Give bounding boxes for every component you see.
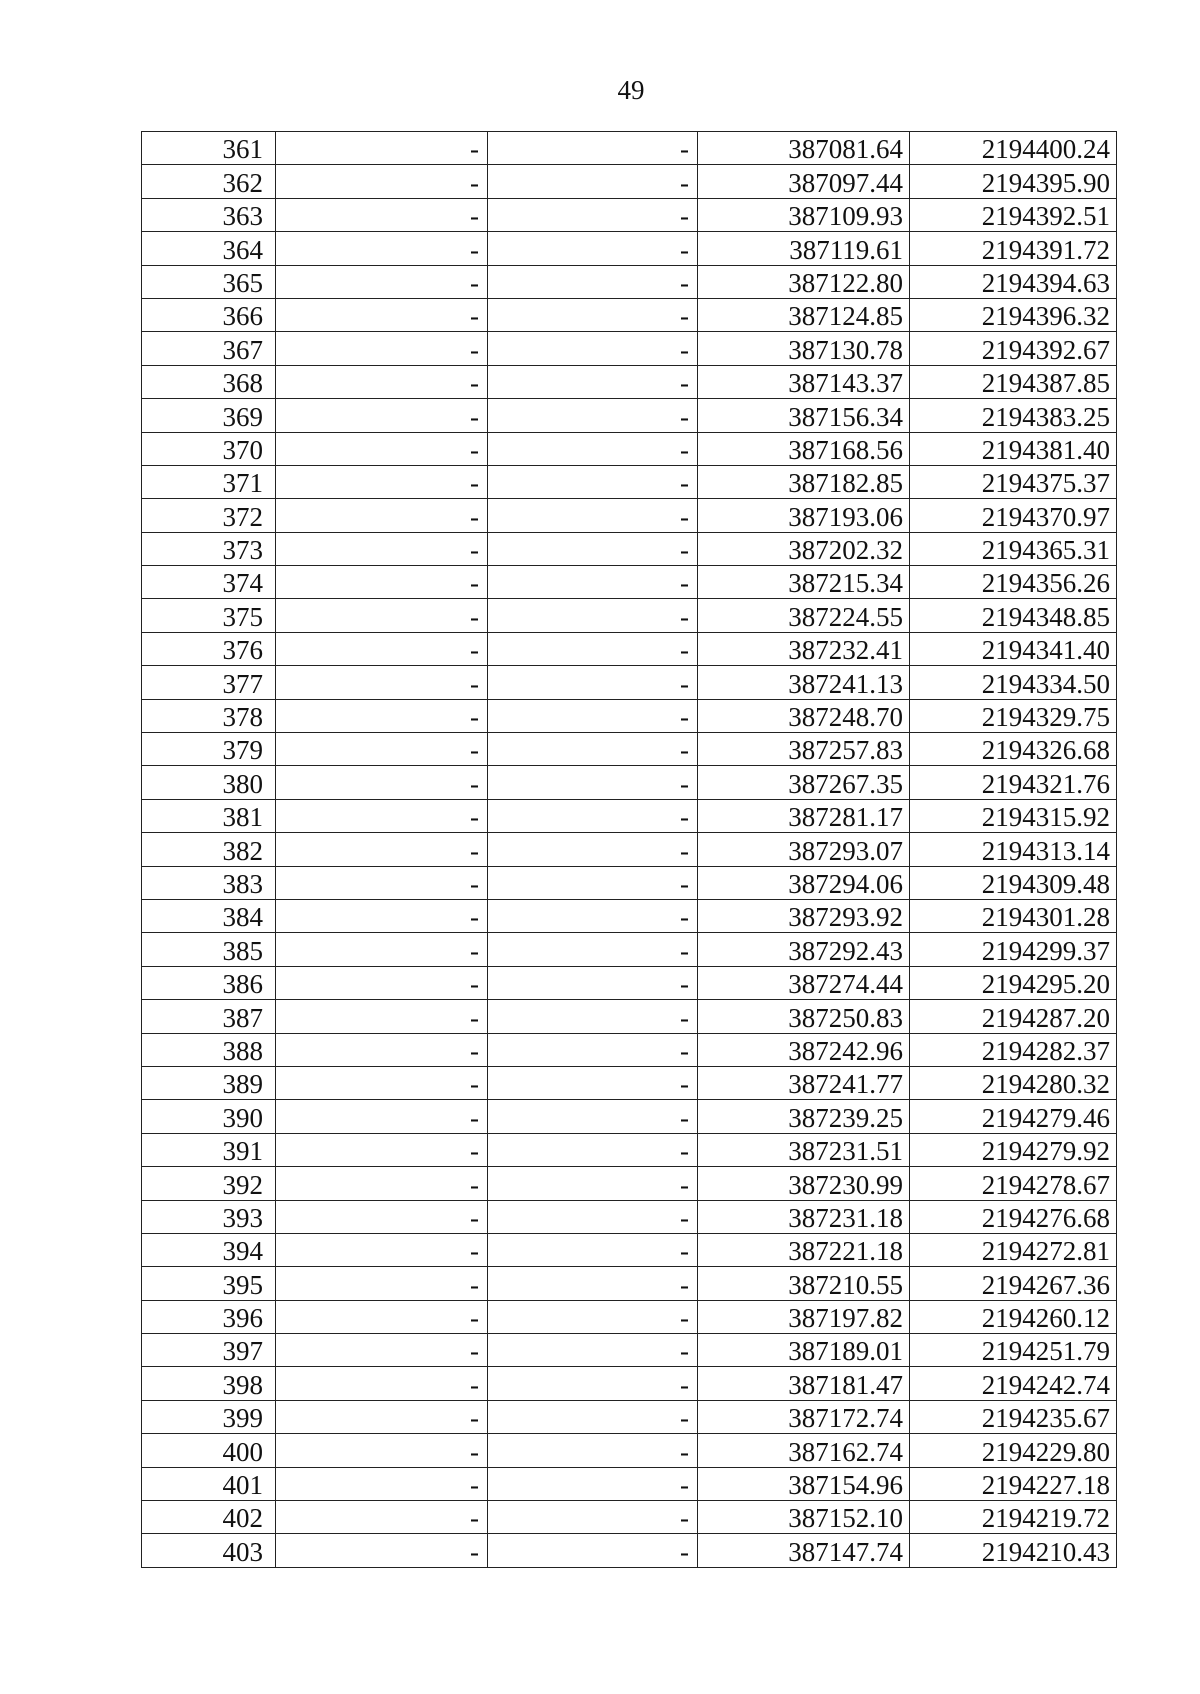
table-row — [142, 733, 1117, 766]
dash-cell: - — [488, 1334, 698, 1367]
table-row — [142, 1334, 1117, 1367]
dash-cell: - — [488, 1033, 698, 1066]
point-number-cell: 391 — [142, 1133, 276, 1166]
y-coordinate-cell: 2194387.85 — [910, 365, 1117, 398]
table-row — [142, 799, 1117, 832]
dash-cell: - — [276, 332, 488, 365]
dash-cell: - — [488, 1133, 698, 1166]
x-coordinate-cell: 387202.32 — [698, 532, 910, 565]
y-coordinate-cell: 2194395.90 — [910, 165, 1117, 198]
dash-cell: - — [276, 1300, 488, 1333]
dash-cell: - — [276, 1367, 488, 1400]
table-row — [142, 1534, 1117, 1567]
x-coordinate-cell: 387197.82 — [698, 1300, 910, 1333]
table-row — [142, 1100, 1117, 1133]
dash-cell: - — [276, 1467, 488, 1500]
dash-cell: - — [488, 232, 698, 265]
x-coordinate-cell: 387182.85 — [698, 465, 910, 498]
dash-cell: - — [488, 766, 698, 799]
dash-cell: - — [276, 1334, 488, 1367]
dash-cell: - — [276, 1267, 488, 1300]
x-coordinate-cell: 387172.74 — [698, 1400, 910, 1433]
point-number-cell: 386 — [142, 966, 276, 999]
dash-cell: - — [276, 799, 488, 832]
table-row — [142, 499, 1117, 532]
table-row — [142, 432, 1117, 465]
dash-cell: - — [276, 632, 488, 665]
dash-cell: - — [488, 465, 698, 498]
y-coordinate-cell: 2194279.46 — [910, 1100, 1117, 1133]
x-coordinate-cell: 387230.99 — [698, 1167, 910, 1200]
point-number-cell: 389 — [142, 1066, 276, 1099]
table-row — [142, 1167, 1117, 1200]
dash-cell: - — [488, 1233, 698, 1266]
dash-cell: - — [276, 733, 488, 766]
y-coordinate-cell: 2194276.68 — [910, 1200, 1117, 1233]
y-coordinate-cell: 2194227.18 — [910, 1467, 1117, 1500]
coordinates-table-body — [142, 132, 1117, 1568]
x-coordinate-cell: 387147.74 — [698, 1534, 910, 1567]
x-coordinate-cell: 387250.83 — [698, 1000, 910, 1033]
y-coordinate-cell: 2194229.80 — [910, 1434, 1117, 1467]
x-coordinate-cell: 387293.92 — [698, 899, 910, 932]
table-row — [142, 833, 1117, 866]
dash-cell: - — [488, 432, 698, 465]
x-coordinate-cell: 387281.17 — [698, 799, 910, 832]
x-coordinate-cell: 387130.78 — [698, 332, 910, 365]
y-coordinate-cell: 2194381.40 — [910, 432, 1117, 465]
x-coordinate-cell: 387124.85 — [698, 298, 910, 331]
y-coordinate-cell: 2194280.32 — [910, 1066, 1117, 1099]
x-coordinate-cell: 387109.93 — [698, 198, 910, 231]
dash-cell: - — [276, 165, 488, 198]
table-row — [142, 298, 1117, 331]
point-number-cell: 361 — [142, 132, 276, 165]
x-coordinate-cell: 387122.80 — [698, 265, 910, 298]
table-row — [142, 198, 1117, 231]
table-row — [142, 465, 1117, 498]
dash-cell: - — [276, 1000, 488, 1033]
y-coordinate-cell: 2194392.51 — [910, 198, 1117, 231]
point-number-cell: 381 — [142, 799, 276, 832]
y-coordinate-cell: 2194272.81 — [910, 1233, 1117, 1266]
point-number-cell: 377 — [142, 666, 276, 699]
dash-cell: - — [276, 566, 488, 599]
point-number-cell: 403 — [142, 1534, 276, 1567]
x-coordinate-cell: 387231.18 — [698, 1200, 910, 1233]
point-number-cell: 376 — [142, 632, 276, 665]
y-coordinate-cell: 2194329.75 — [910, 699, 1117, 732]
point-number-cell: 363 — [142, 198, 276, 231]
point-number-cell: 369 — [142, 399, 276, 432]
point-number-cell: 384 — [142, 899, 276, 932]
point-number-cell: 367 — [142, 332, 276, 365]
point-number-cell: 373 — [142, 532, 276, 565]
dash-cell: - — [488, 1167, 698, 1200]
x-coordinate-cell: 387119.61 — [698, 232, 910, 265]
dash-cell: - — [488, 933, 698, 966]
dash-cell: - — [488, 1501, 698, 1534]
table-row — [142, 966, 1117, 999]
y-coordinate-cell: 2194356.26 — [910, 566, 1117, 599]
dash-cell: - — [276, 766, 488, 799]
table-row — [142, 265, 1117, 298]
dash-cell: - — [488, 1100, 698, 1133]
dash-cell: - — [488, 298, 698, 331]
dash-cell: - — [488, 165, 698, 198]
y-coordinate-cell: 2194278.67 — [910, 1167, 1117, 1200]
table-row — [142, 1066, 1117, 1099]
dash-cell: - — [488, 733, 698, 766]
point-number-cell: 396 — [142, 1300, 276, 1333]
dash-cell: - — [276, 1100, 488, 1133]
dash-cell: - — [276, 432, 488, 465]
y-coordinate-cell: 2194375.37 — [910, 465, 1117, 498]
point-number-cell: 390 — [142, 1100, 276, 1133]
x-coordinate-cell: 387241.13 — [698, 666, 910, 699]
y-coordinate-cell: 2194210.43 — [910, 1534, 1117, 1567]
dash-cell: - — [488, 1200, 698, 1233]
y-coordinate-cell: 2194394.63 — [910, 265, 1117, 298]
point-number-cell: 362 — [142, 165, 276, 198]
x-coordinate-cell: 387239.25 — [698, 1100, 910, 1133]
dash-cell: - — [488, 532, 698, 565]
point-number-cell: 394 — [142, 1233, 276, 1266]
dash-cell: - — [276, 365, 488, 398]
dash-cell: - — [276, 699, 488, 732]
point-number-cell: 399 — [142, 1400, 276, 1433]
dash-cell: - — [276, 1066, 488, 1099]
x-coordinate-cell: 387231.51 — [698, 1133, 910, 1166]
y-coordinate-cell: 2194301.28 — [910, 899, 1117, 932]
table-row — [142, 899, 1117, 932]
dash-cell: - — [276, 666, 488, 699]
table-row — [142, 365, 1117, 398]
dash-cell: - — [276, 298, 488, 331]
point-number-cell: 372 — [142, 499, 276, 532]
dash-cell: - — [488, 1434, 698, 1467]
x-coordinate-cell: 387162.74 — [698, 1434, 910, 1467]
point-number-cell: 388 — [142, 1033, 276, 1066]
y-coordinate-cell: 2194251.79 — [910, 1334, 1117, 1367]
dash-cell: - — [488, 1267, 698, 1300]
point-number-cell: 365 — [142, 265, 276, 298]
dash-cell: - — [488, 1300, 698, 1333]
x-coordinate-cell: 387143.37 — [698, 365, 910, 398]
x-coordinate-cell: 387294.06 — [698, 866, 910, 899]
x-coordinate-cell: 387221.18 — [698, 1233, 910, 1266]
dash-cell: - — [488, 499, 698, 532]
table-row — [142, 666, 1117, 699]
y-coordinate-cell: 2194313.14 — [910, 833, 1117, 866]
point-number-cell: 383 — [142, 866, 276, 899]
x-coordinate-cell: 387189.01 — [698, 1334, 910, 1367]
dash-cell: - — [488, 966, 698, 999]
table-row — [142, 1501, 1117, 1534]
x-coordinate-cell: 387274.44 — [698, 966, 910, 999]
y-coordinate-cell: 2194219.72 — [910, 1501, 1117, 1534]
dash-cell: - — [488, 332, 698, 365]
y-coordinate-cell: 2194392.67 — [910, 332, 1117, 365]
y-coordinate-cell: 2194299.37 — [910, 933, 1117, 966]
table-row — [142, 1400, 1117, 1433]
dash-cell: - — [276, 1200, 488, 1233]
dash-cell: - — [276, 866, 488, 899]
dash-cell: - — [488, 132, 698, 165]
point-number-cell: 378 — [142, 699, 276, 732]
dash-cell: - — [276, 1133, 488, 1166]
dash-cell: - — [276, 499, 488, 532]
x-coordinate-cell: 387152.10 — [698, 1501, 910, 1534]
dash-cell: - — [488, 1066, 698, 1099]
x-coordinate-cell: 387267.35 — [698, 766, 910, 799]
coordinates-table — [141, 131, 1117, 1568]
x-coordinate-cell: 387168.56 — [698, 432, 910, 465]
dash-cell: - — [488, 866, 698, 899]
dash-cell: - — [276, 132, 488, 165]
point-number-cell: 387 — [142, 1000, 276, 1033]
x-coordinate-cell: 387181.47 — [698, 1367, 910, 1400]
y-coordinate-cell: 2194309.48 — [910, 866, 1117, 899]
table-row — [142, 1367, 1117, 1400]
dash-cell: - — [488, 566, 698, 599]
point-number-cell: 375 — [142, 599, 276, 632]
dash-cell: - — [276, 1033, 488, 1066]
x-coordinate-cell: 387241.77 — [698, 1066, 910, 1099]
y-coordinate-cell: 2194279.92 — [910, 1133, 1117, 1166]
dash-cell: - — [488, 899, 698, 932]
x-coordinate-cell: 387097.44 — [698, 165, 910, 198]
x-coordinate-cell: 387210.55 — [698, 1267, 910, 1300]
table-row — [142, 1467, 1117, 1500]
point-number-cell: 397 — [142, 1334, 276, 1367]
table-row — [142, 566, 1117, 599]
dash-cell: - — [488, 1400, 698, 1433]
dash-cell: - — [276, 1534, 488, 1567]
point-number-cell: 368 — [142, 365, 276, 398]
y-coordinate-cell: 2194260.12 — [910, 1300, 1117, 1333]
y-coordinate-cell: 2194282.37 — [910, 1033, 1117, 1066]
point-number-cell: 402 — [142, 1501, 276, 1534]
x-coordinate-cell: 387248.70 — [698, 699, 910, 732]
point-number-cell: 400 — [142, 1434, 276, 1467]
dash-cell: - — [488, 833, 698, 866]
x-coordinate-cell: 387154.96 — [698, 1467, 910, 1500]
dash-cell: - — [488, 365, 698, 398]
point-number-cell: 385 — [142, 933, 276, 966]
x-coordinate-cell: 387292.43 — [698, 933, 910, 966]
x-coordinate-cell: 387193.06 — [698, 499, 910, 532]
y-coordinate-cell: 2194295.20 — [910, 966, 1117, 999]
dash-cell: - — [276, 933, 488, 966]
dash-cell: - — [276, 966, 488, 999]
table-row — [142, 1200, 1117, 1233]
dash-cell: - — [276, 1233, 488, 1266]
point-number-cell: 379 — [142, 733, 276, 766]
point-number-cell: 366 — [142, 298, 276, 331]
dash-cell: - — [276, 232, 488, 265]
dash-cell: - — [488, 1467, 698, 1500]
dash-cell: - — [276, 1434, 488, 1467]
dash-cell: - — [276, 265, 488, 298]
dash-cell: - — [488, 1000, 698, 1033]
x-coordinate-cell: 387224.55 — [698, 599, 910, 632]
dash-cell: - — [488, 1367, 698, 1400]
x-coordinate-cell: 387257.83 — [698, 733, 910, 766]
table-row — [142, 599, 1117, 632]
y-coordinate-cell: 2194365.31 — [910, 532, 1117, 565]
point-number-cell: 398 — [142, 1367, 276, 1400]
y-coordinate-cell: 2194315.92 — [910, 799, 1117, 832]
table-row — [142, 699, 1117, 732]
table-row — [142, 165, 1117, 198]
table-row — [142, 399, 1117, 432]
y-coordinate-cell: 2194235.67 — [910, 1400, 1117, 1433]
table-row — [142, 332, 1117, 365]
dash-cell: - — [276, 198, 488, 231]
x-coordinate-cell: 387242.96 — [698, 1033, 910, 1066]
point-number-cell: 401 — [142, 1467, 276, 1500]
point-number-cell: 370 — [142, 432, 276, 465]
dash-cell: - — [488, 399, 698, 432]
y-coordinate-cell: 2194326.68 — [910, 733, 1117, 766]
dash-cell: - — [276, 833, 488, 866]
x-coordinate-cell: 387215.34 — [698, 566, 910, 599]
y-coordinate-cell: 2194341.40 — [910, 632, 1117, 665]
x-coordinate-cell: 387232.41 — [698, 632, 910, 665]
table-row — [142, 1233, 1117, 1266]
y-coordinate-cell: 2194400.24 — [910, 132, 1117, 165]
point-number-cell: 392 — [142, 1167, 276, 1200]
dash-cell: - — [488, 198, 698, 231]
table-row — [142, 232, 1117, 265]
dash-cell: - — [488, 599, 698, 632]
dash-cell: - — [276, 1167, 488, 1200]
y-coordinate-cell: 2194396.32 — [910, 298, 1117, 331]
table-row — [142, 1434, 1117, 1467]
dash-cell: - — [276, 599, 488, 632]
dash-cell: - — [276, 899, 488, 932]
y-coordinate-cell: 2194267.36 — [910, 1267, 1117, 1300]
dash-cell: - — [488, 699, 698, 732]
point-number-cell: 382 — [142, 833, 276, 866]
y-coordinate-cell: 2194242.74 — [910, 1367, 1117, 1400]
dash-cell: - — [488, 666, 698, 699]
page-number: 49 — [617, 75, 645, 105]
dash-cell: - — [488, 265, 698, 298]
y-coordinate-cell: 2194391.72 — [910, 232, 1117, 265]
y-coordinate-cell: 2194287.20 — [910, 1000, 1117, 1033]
point-number-cell: 395 — [142, 1267, 276, 1300]
y-coordinate-cell: 2194321.76 — [910, 766, 1117, 799]
dash-cell: - — [488, 1534, 698, 1567]
table-row — [142, 1133, 1117, 1166]
dash-cell: - — [276, 1400, 488, 1433]
dash-cell: - — [488, 632, 698, 665]
table-row — [142, 632, 1117, 665]
table-row — [142, 132, 1117, 165]
y-coordinate-cell: 2194334.50 — [910, 666, 1117, 699]
table-row — [142, 766, 1117, 799]
table-row — [142, 1000, 1117, 1033]
x-coordinate-cell: 387156.34 — [698, 399, 910, 432]
table-row — [142, 866, 1117, 899]
table-row — [142, 532, 1117, 565]
point-number-cell: 374 — [142, 566, 276, 599]
dash-cell: - — [276, 532, 488, 565]
dash-cell: - — [488, 799, 698, 832]
point-number-cell: 371 — [142, 465, 276, 498]
table-row — [142, 933, 1117, 966]
point-number-cell: 380 — [142, 766, 276, 799]
dash-cell: - — [276, 399, 488, 432]
dash-cell: - — [276, 465, 488, 498]
y-coordinate-cell: 2194348.85 — [910, 599, 1117, 632]
table-row — [142, 1300, 1117, 1333]
table-row — [142, 1033, 1117, 1066]
table-row — [142, 1267, 1117, 1300]
dash-cell: - — [276, 1501, 488, 1534]
y-coordinate-cell: 2194370.97 — [910, 499, 1117, 532]
x-coordinate-cell: 387293.07 — [698, 833, 910, 866]
point-number-cell: 393 — [142, 1200, 276, 1233]
x-coordinate-cell: 387081.64 — [698, 132, 910, 165]
point-number-cell: 364 — [142, 232, 276, 265]
y-coordinate-cell: 2194383.25 — [910, 399, 1117, 432]
